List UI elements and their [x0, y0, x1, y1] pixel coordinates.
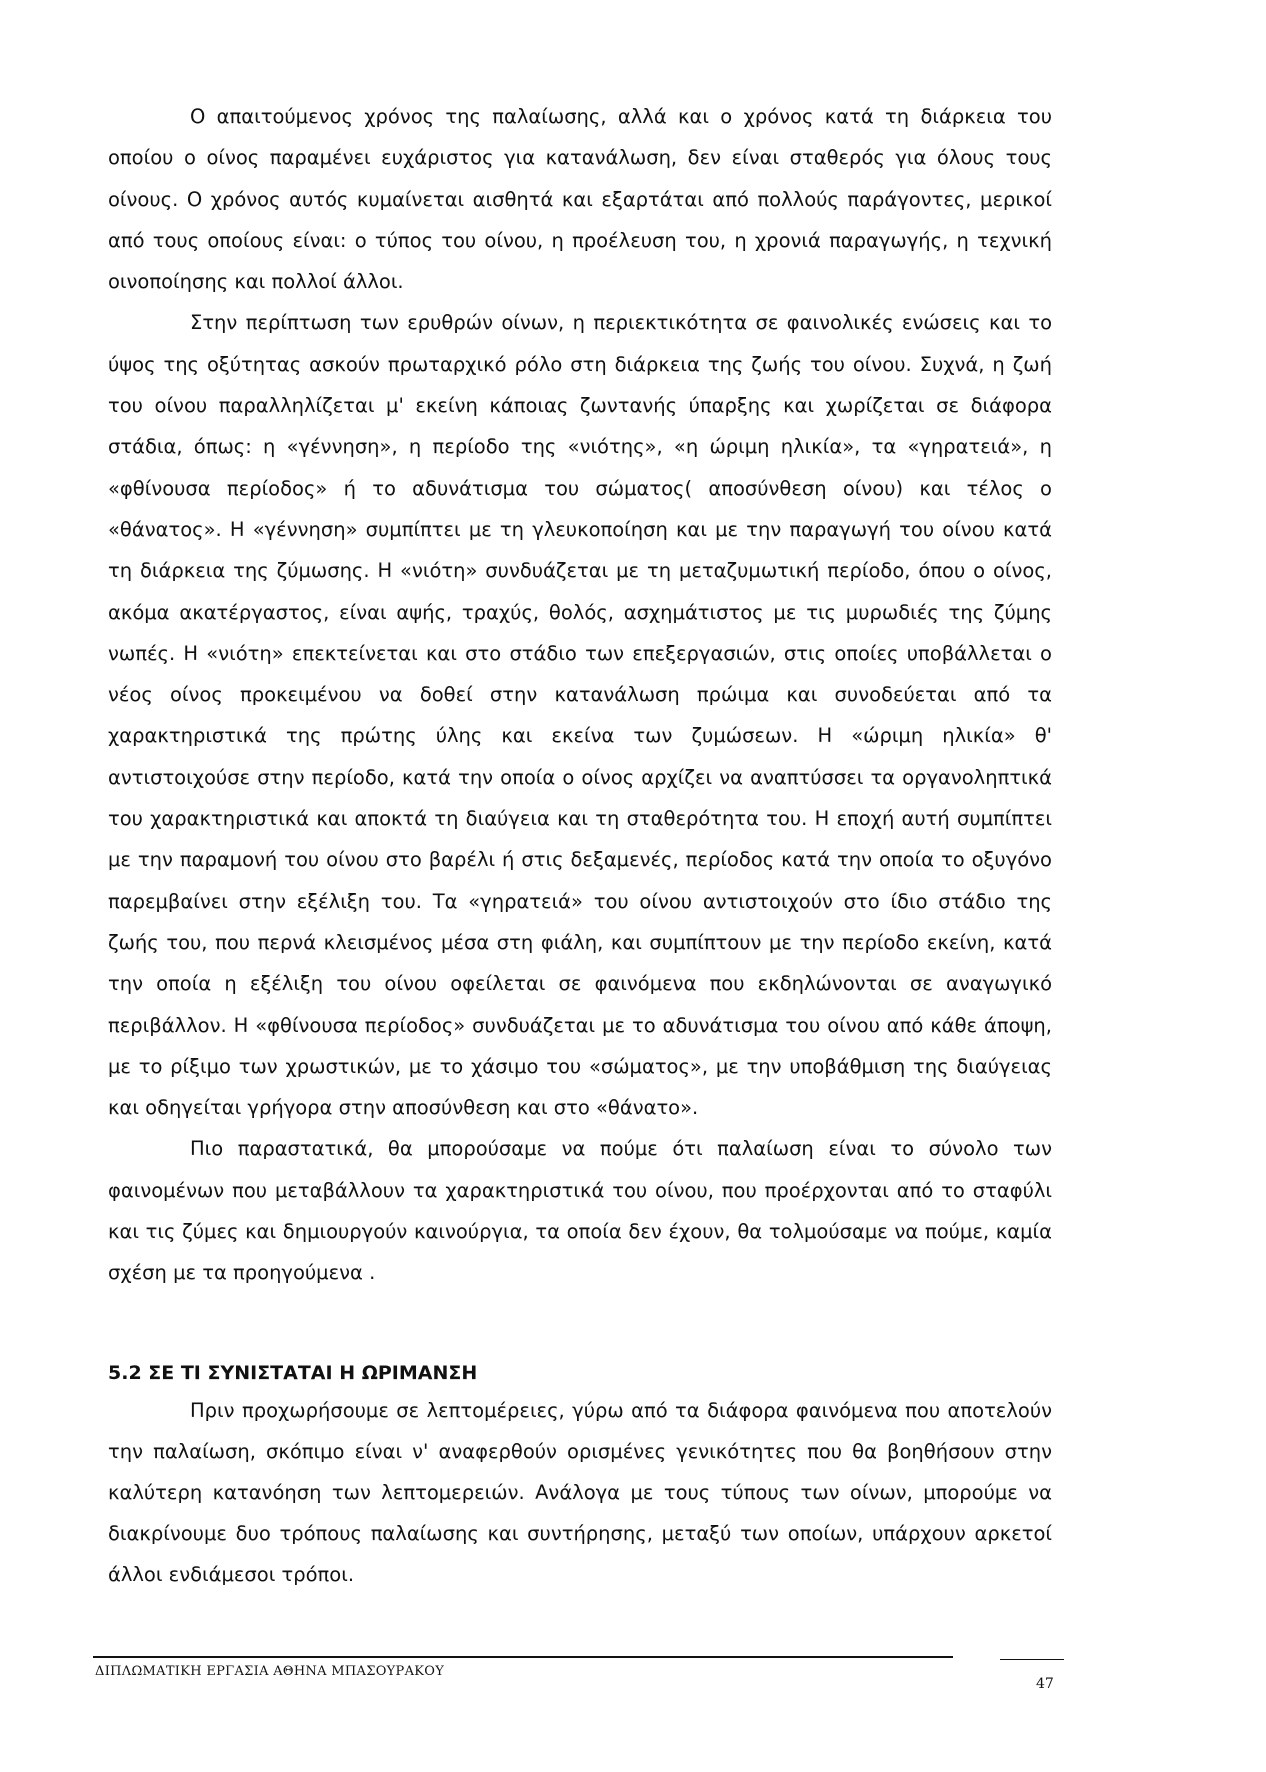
footer-divider: [93, 1656, 953, 1658]
footer-title: ΔΙΠΛΩΜΑΤΙΚΗ ΕΡΓΑΣΙΑ ΑΘΗΝΑ ΜΠΑΣΟΥΡΑΚΟΥ: [95, 1664, 445, 1679]
paragraph-aging-time: Ο απαιτούμενος χρόνος της παλαίωσης, αλλά και ο χρόνος κατά τη διάρκεια του οποίου ο οίνος παραμένει ευχάριστος για κατανάλωση, δεν είναι σταθερός για όλους τους οίνους. Ο χρόνος αυτός κυμαίνεται αισθητά και εξαρτάται από πολλούς παράγοντες, μερικοί από τους οποίους είναι: ο τύπος του οίνου, η προέλευση του, η χρονιά παραγωγής, η τεχνική οινοποίησης και πολλοί άλλοι.: [108, 105, 1052, 294]
paragraph-section-intro: Πριν προχωρήσουμε σε λεπτομέρειες, γύρω από τα διάφορα φαινόμενα που αποτελούν την παλαίωση, σκόπιμο είναι ν' αναφερθούν ορισμένες γενικότητες που θα βοηθήσουν στην καλύτερη κατανόηση των λεπτομερειών. Ανάλογα με τους τύπους των οίνων, μπορούμε να διακρίνουμε δυο τρόπους παλαίωσης και συντήρησης, μεταξύ των οποίων, υπάρχουν αρκετοί άλλοι ενδιάμεσοι τρόποι.: [108, 1398, 1052, 1586]
section-heading: 5.2 ΣΕ ΤΙ ΣΥΝΙΣΤΑΤΑΙ Η ΩΡΙΜΑΝΣΗ: [108, 1361, 478, 1384]
page-number: 47: [1036, 1676, 1054, 1692]
paragraph-red-wines-life-stages: Στην περίπτωση των ερυθρών οίνων, η περιεκτικότητα σε φαινολικές ενώσεις και το ύψος της οξύτητας ασκούν πρωταρχικό ρόλο στη διάρκεια της ζωής του οίνου. Συχνά, η ζωή του οίνου παραλληλίζεται μ' εκείνη κάποιας ζωντανής ύπαρξης και χωρίζεται σε διάφορα στάδια, όπως: η «γέννηση», η περίοδο της «νιότης», «η ώριμη ηλικία», τα «γηρατειά», η «φθίνουσα περίοδος» ή το αδυνάτισμα του σώματος( αποσύνθεση οίνου) και τέλος ο «θάνατος». Η «γέννηση» συμπίπτει με τη γλευκοποίηση και με την παραγωγή του οίνου κατά τη διάρκεια της ζύμωσης. Η «νιότη» συνδυάζεται με τη μεταζυμωτική περίοδο, όπου ο οίνος, ακόμα ακατέργαστος, είναι αψής, τραχύς, θολός, ασχημάτιστος με τις μυρωδιές της ζύμης νωπές. Η «νιότη» επεκτείνεται και στο στάδιο των επεξεργασιών, στις οποίες υποβάλλεται ο νέος οίνος προκειμένου να δοθεί στην κατανάλωση πρώιμα και συνοδεύεται από τα χαρακτηριστικά της πρώτης ύλης και εκείνα των ζυμώσεων. Η «ώριμη ηλικία» θ' αντιστοιχούσε στην περίοδο, κατά την οποία ο οίνος αρχίζει να αναπτύσσει τα οργανοληπτικά του χαρακτηριστικά και αποκτά τη διαύγεια και τη σταθερότητα του. Η εποχή αυτή συμπίπτει με την παραμονή του οίνου στο βαρέλι ή στις δεξαμενές, περίοδος κατά την οποία το οξυγόνο παρεμβαίνει στην εξέλιξη του. Τα «γηρατειά» του οίνου αντιστοιχούν στο ίδιο στάδιο της ζωής του, που περνά κλεισμένος μέσα στη φιάλη, και συμπίπτουν με την περίοδο εκείνη, κατά την οποία η εξέλιξη του οίνου οφείλεται σε φαινόμενα που εκδηλώνονται σε αναγωγικό περιβάλλον. Η «φθίνουσα περίοδος» συνδυάζεται με το αδυνάτισμα του οίνου από κάθε άποψη, με το ρίξιμο των χρωστικών, με το χάσιμο του «σώματος», με την υποβάθμιση της διαύγειας και οδηγείται γρήγορα στην αποσύνθεση και στο «θάνατο».: [108, 311, 1052, 1120]
footer-divider-right: [1000, 1659, 1064, 1660]
document-body: [108, 96, 1052, 1595]
paragraph-aging-definition: Πιο παραστατικά, θα μπορούσαμε να πούμε ότι παλαίωση είναι το σύνολο των φαινομένων που μεταβάλλουν τα χαρακτηριστικά του οίνου, που προέρχονται από το σταφύλι και τις ζύμες και δημιουργούν καινούργια, τα οποία δεν έχουν, θα τολμούσαμε να πούμε, καμία σχέση με τα προηγούμενα .: [108, 1137, 1052, 1285]
